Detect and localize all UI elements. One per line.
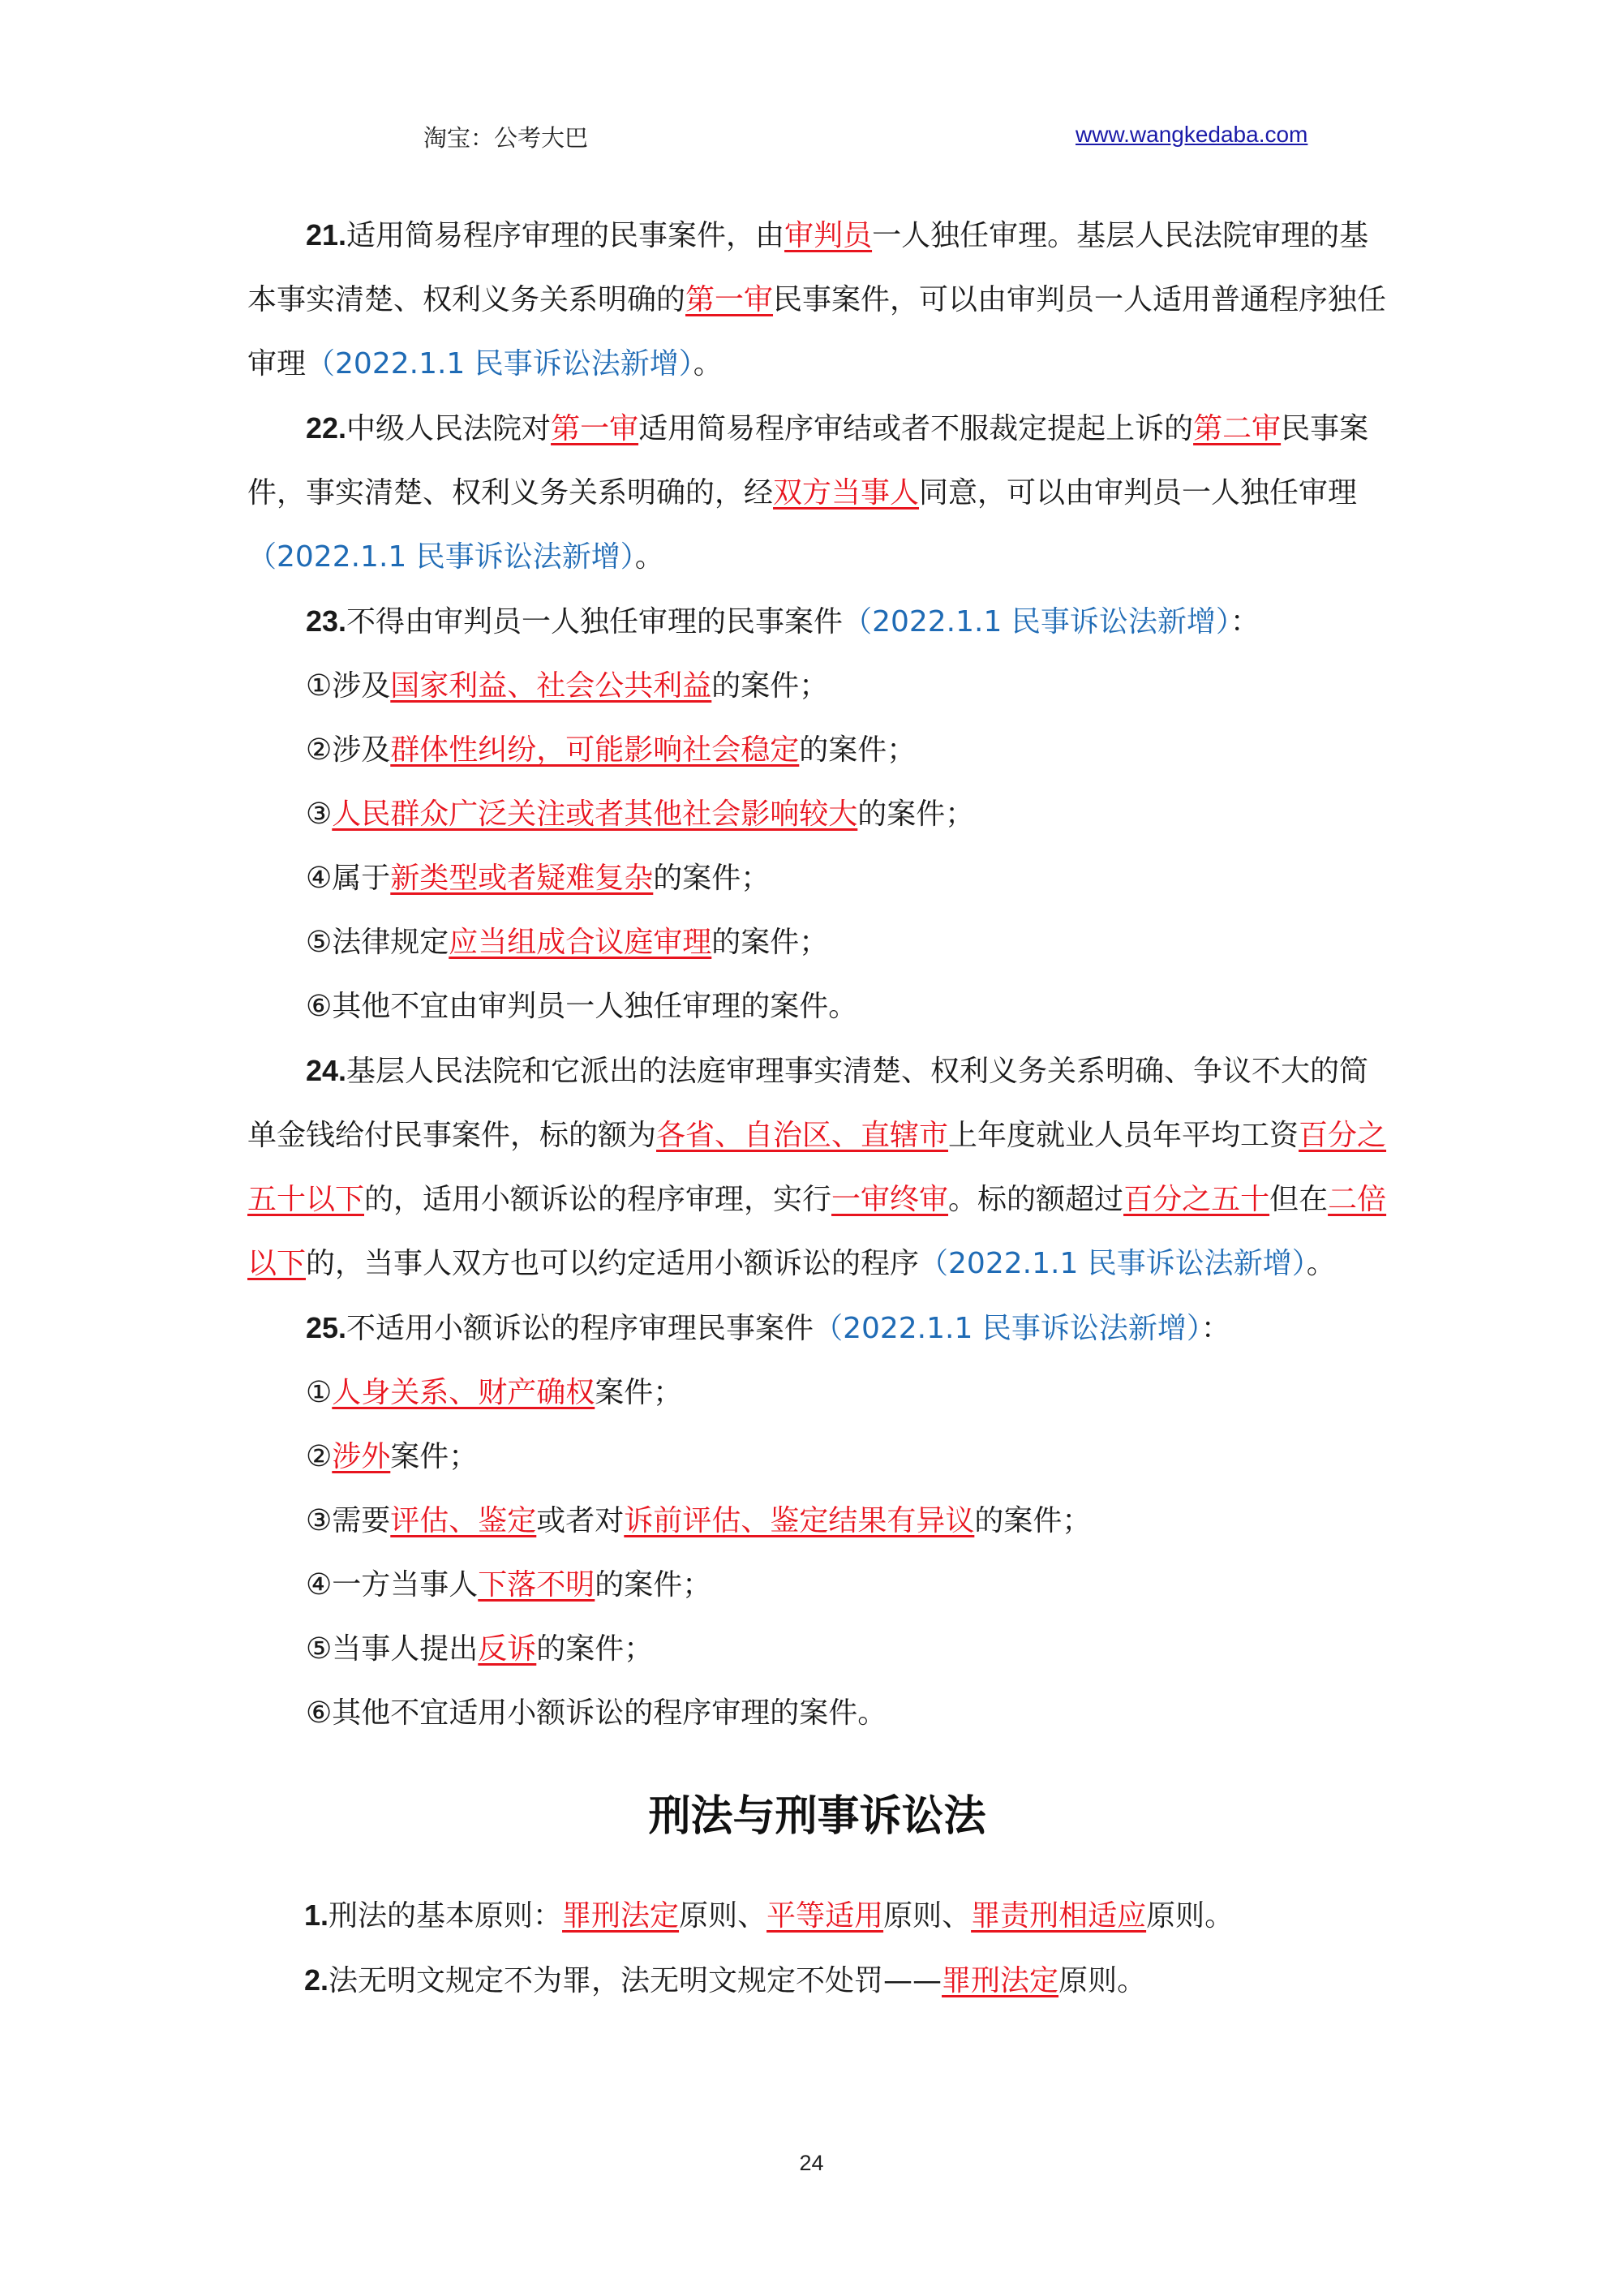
- text-run: 的案件；: [857, 798, 975, 831]
- text-run: 刑法与刑事诉讼法: [648, 1791, 986, 1841]
- text-run: 的案件；: [595, 1568, 712, 1602]
- text-run: ③需要: [306, 1504, 391, 1537]
- text-run: 。标的额超过: [948, 1183, 1124, 1216]
- key-term: 人身关系、财产确权: [332, 1376, 595, 1409]
- list-item: [247, 654, 1387, 718]
- text-run: 但在: [1269, 1183, 1329, 1216]
- text-run: ⑥其他不宜由审判员一人独任审理的案件。: [306, 990, 858, 1023]
- paragraph: [247, 1948, 1387, 2013]
- text-run: 案件；: [595, 1376, 683, 1409]
- text-run: 原则。: [1058, 1964, 1147, 1997]
- text-run: 适用简易程序审结或者不服裁定提起上诉的: [638, 412, 1194, 445]
- text-run: 。: [634, 540, 664, 574]
- item-number: 24.: [306, 1054, 347, 1087]
- text-run: 的案件；: [974, 1504, 1092, 1537]
- text-run: ②: [306, 1440, 333, 1473]
- text-run: 原则。: [1146, 1899, 1234, 1933]
- text-run: 不适用小额诉讼的程序审理民事案件: [346, 1312, 814, 1345]
- key-term: 第一审: [551, 412, 639, 445]
- text-run: ③: [306, 798, 333, 831]
- text-run: ①: [306, 1376, 333, 1409]
- key-term: 应当组成合议庭审理: [449, 926, 712, 959]
- text-run: 上年度就业人员年平均工资: [948, 1119, 1299, 1152]
- key-term: 第二审: [1193, 412, 1282, 445]
- item-number: 1.: [304, 1898, 329, 1932]
- text-run: 原则、: [883, 1899, 972, 1933]
- text-run: ⑤法律规定: [306, 926, 449, 959]
- amendment-note: （2022.1.1 民事诉讼法新增）: [306, 347, 693, 381]
- text-run: 的案件；: [799, 733, 917, 767]
- list-item: [247, 1617, 1387, 1681]
- text-run: 或者对: [536, 1504, 625, 1537]
- key-term: 涉外: [332, 1440, 391, 1473]
- text-run: ④一方当事人: [306, 1568, 479, 1602]
- list-item: [247, 718, 1387, 782]
- text-run: 的案件；: [711, 669, 829, 703]
- text-run: 的，适用小额诉讼的程序审理，实行: [364, 1183, 832, 1216]
- item-number: 21.: [306, 218, 347, 252]
- text-run: 民事案件，事实清楚、权利义务关系明确的，经: [247, 412, 1369, 510]
- text-run: ④属于: [306, 862, 391, 895]
- header-website-link[interactable]: www.wangkedaba.com: [1076, 122, 1308, 147]
- text-run: ：: [1200, 1312, 1230, 1345]
- text-run: 的，当事人双方也可以约定适用小额诉讼的程序: [306, 1247, 920, 1280]
- item-number: 2.: [304, 1963, 329, 1997]
- text-run: 案件；: [390, 1440, 479, 1473]
- text-run: ：: [1230, 605, 1260, 638]
- list-item: [247, 974, 1387, 1038]
- text-run: 的案件；: [711, 926, 829, 959]
- text-run: ⑥其他不宜适用小额诉讼的程序审理的案件。: [306, 1696, 887, 1730]
- page-number: 24: [799, 2151, 824, 2175]
- text-run: 原则、: [679, 1899, 767, 1933]
- list-item: [247, 846, 1387, 910]
- key-term: 下落不明: [478, 1568, 595, 1602]
- text-run: 中级人民法院对: [346, 412, 552, 445]
- key-term: 罪责刑相适应: [971, 1899, 1147, 1933]
- key-term: 人民群众广泛关注或者其他社会影响较大: [332, 798, 858, 831]
- item-number: 22.: [306, 411, 347, 445]
- list-item: [247, 1553, 1387, 1617]
- text-run: 的案件；: [653, 862, 771, 895]
- text-run: 刑法的基本原则：: [328, 1899, 563, 1933]
- key-term: 百分之五十以下: [247, 1119, 1387, 1216]
- paragraph: [247, 396, 1387, 589]
- list-item: [247, 1489, 1387, 1553]
- key-term: 各省、自治区、直辖市: [656, 1119, 949, 1152]
- text-run: ⑤当事人提出: [306, 1632, 479, 1666]
- list-item: [247, 782, 1387, 846]
- list-item: [247, 1425, 1387, 1489]
- key-term: 平等适用: [766, 1899, 884, 1933]
- key-term: 罪刑法定: [942, 1964, 1059, 1997]
- key-term: 群体性纠纷，可能影响社会稳定: [390, 733, 800, 767]
- key-term: 双方当事人: [773, 476, 920, 510]
- text-run: 适用简易程序审理的民事案件，由: [346, 219, 785, 252]
- key-term: 罪刑法定: [562, 1899, 680, 1933]
- text-run: 同意，可以由审判员一人独任审理: [919, 476, 1358, 510]
- text-run: ①涉及: [306, 669, 391, 703]
- text-run: 。: [693, 347, 723, 381]
- key-term: 审判员: [784, 219, 873, 252]
- text-run: 法无明文规定不为罪，法无明文规定不处罚——: [328, 1964, 942, 1997]
- text-run: ②涉及: [306, 733, 391, 767]
- text-run: 一人独任审理。基层人民法院审理的基本事实清楚、权利义务关系明确的: [247, 219, 1369, 316]
- item-number: 25.: [306, 1311, 347, 1344]
- key-term: 评估、鉴定: [390, 1504, 537, 1537]
- key-term: 二倍以下: [247, 1183, 1387, 1280]
- key-term: 第一审: [685, 283, 774, 316]
- text-run: 。: [1306, 1247, 1336, 1280]
- amendment-note: （2022.1.1 民事诉讼法新增）: [814, 1312, 1201, 1345]
- paragraph: [247, 1883, 1387, 1948]
- item-number: 23.: [306, 604, 347, 638]
- list-item: [247, 1681, 1387, 1745]
- header-shop-name: 淘宝：公考大巴: [423, 124, 589, 152]
- text-run: 基层人民法院和它派出的法庭审理事实清楚、权利义务关系明确、争议不大的简单金钱给付民事案件，标的额为: [247, 1055, 1369, 1152]
- text-run: 不得由审判员一人独任审理的民事案件: [346, 605, 844, 638]
- amendment-note: （2022.1.1 民事诉讼法新增）: [247, 540, 635, 574]
- paragraph: [247, 589, 1387, 654]
- key-term: 反诉: [478, 1632, 537, 1666]
- key-term: 新类型或者疑难复杂: [390, 862, 654, 895]
- paragraph: [247, 203, 1387, 396]
- list-item: [247, 910, 1387, 974]
- paragraph: [247, 1296, 1387, 1361]
- text-run: 的案件；: [536, 1632, 654, 1666]
- text-run: 民事案件，可以由审判员一人适用普通程序独任审理: [247, 283, 1387, 381]
- list-item: [247, 1361, 1387, 1425]
- amendment-note: （2022.1.1 民事诉讼法新增）: [919, 1247, 1307, 1280]
- section-heading: [247, 1778, 1387, 1855]
- key-term: 一审终审: [831, 1183, 949, 1216]
- key-term: 国家利益、社会公共利益: [390, 669, 712, 703]
- paragraph: [247, 1038, 1387, 1296]
- document-body: [247, 203, 1387, 2013]
- key-term: 诉前评估、鉴定结果有异议: [624, 1504, 975, 1537]
- key-term: 百分之五十: [1123, 1183, 1270, 1216]
- amendment-note: （2022.1.1 民事诉讼法新增）: [843, 605, 1230, 638]
